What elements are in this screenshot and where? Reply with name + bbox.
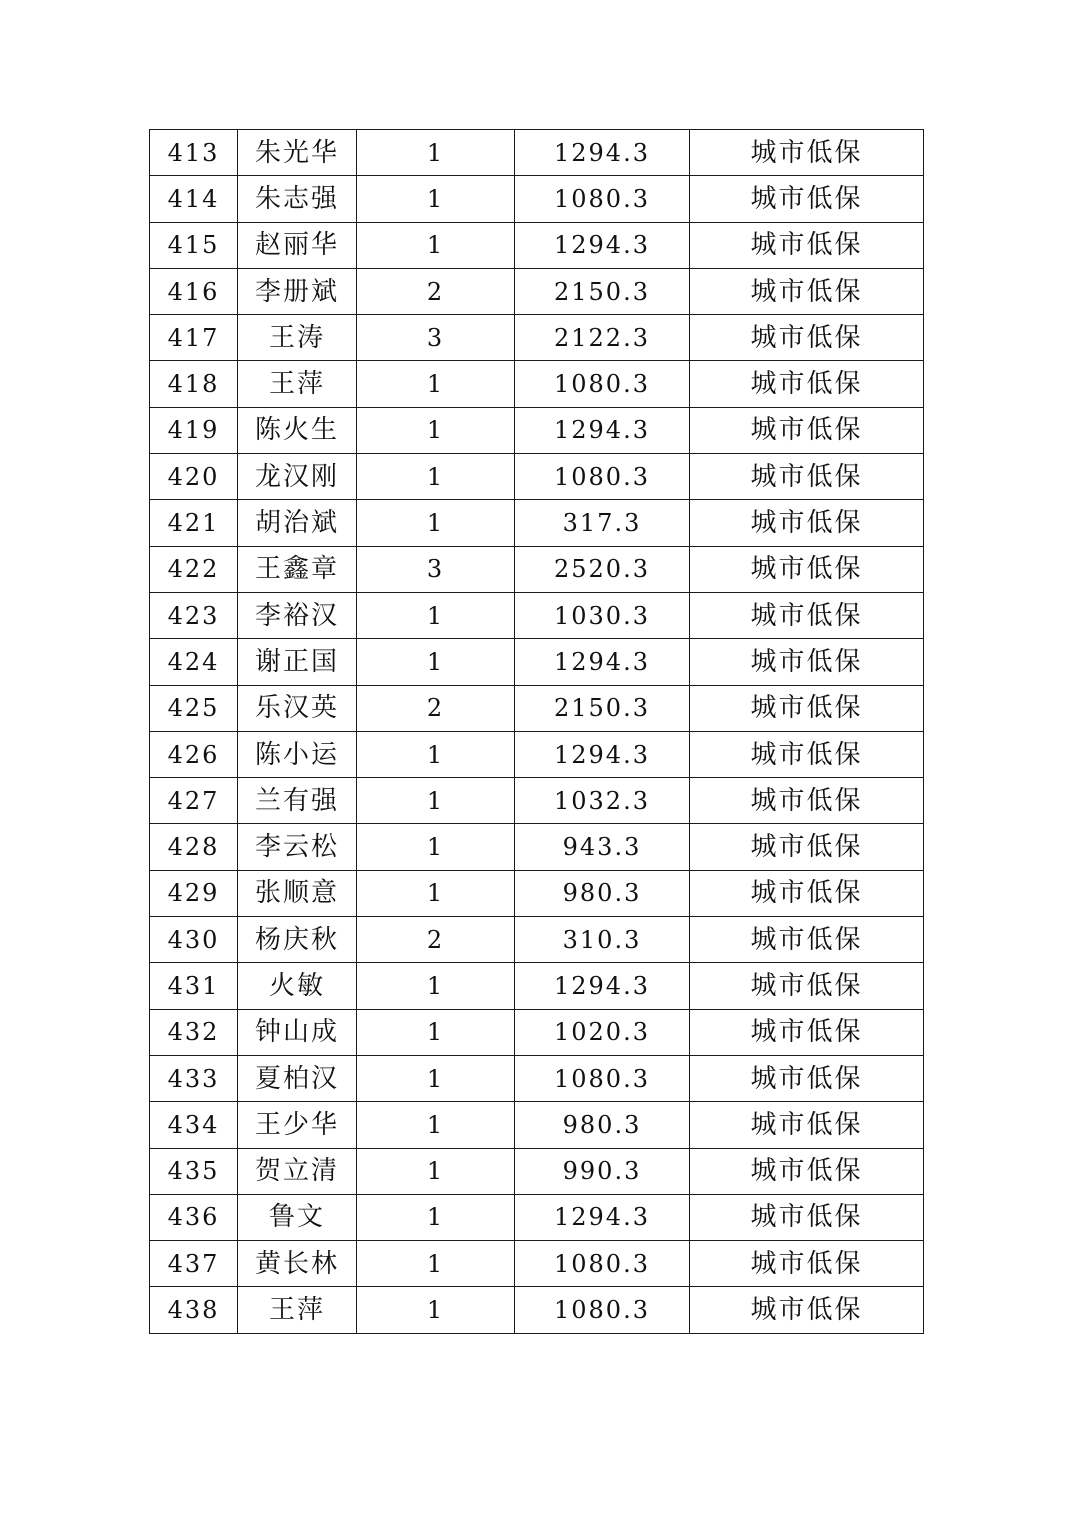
cell-amount: 2122.3 [515,315,690,361]
cell-name: 王萍 [238,361,357,407]
cell-serial-number: 416 [150,268,238,314]
cell-amount: 1294.3 [515,407,690,453]
cell-amount: 1294.3 [515,1194,690,1240]
cell-serial-number: 433 [150,1055,238,1101]
cell-name: 李册斌 [238,268,357,314]
cell-serial-number: 431 [150,963,238,1009]
cell-name: 王少华 [238,1102,357,1148]
table-row [150,1009,924,1055]
cell-amount: 2150.3 [515,685,690,731]
cell-serial-number: 423 [150,592,238,638]
cell-household-count: 2 [357,268,515,314]
cell-name: 钟山成 [238,1009,357,1055]
table-row [150,778,924,824]
cell-name: 胡治斌 [238,500,357,546]
cell-amount: 990.3 [515,1148,690,1194]
cell-household-count: 1 [357,1009,515,1055]
cell-assistance-type: 城市低保 [690,870,924,916]
cell-serial-number: 417 [150,315,238,361]
table-row [150,546,924,592]
table-row [150,917,924,963]
cell-name: 陈小运 [238,731,357,777]
cell-assistance-type: 城市低保 [690,176,924,222]
cell-assistance-type: 城市低保 [690,824,924,870]
table-row [150,1148,924,1194]
cell-amount: 1294.3 [515,731,690,777]
cell-serial-number: 428 [150,824,238,870]
cell-serial-number: 414 [150,176,238,222]
cell-household-count: 2 [357,917,515,963]
cell-assistance-type: 城市低保 [690,130,924,176]
cell-serial-number: 432 [150,1009,238,1055]
cell-name: 李裕汉 [238,592,357,638]
cell-amount: 1030.3 [515,592,690,638]
cell-name: 李云松 [238,824,357,870]
cell-household-count: 1 [357,963,515,1009]
table-row [150,824,924,870]
table-row [150,176,924,222]
cell-serial-number: 413 [150,130,238,176]
cell-household-count: 1 [357,361,515,407]
cell-name: 夏柏汉 [238,1055,357,1101]
cell-household-count: 1 [357,1194,515,1240]
cell-amount: 317.3 [515,500,690,546]
cell-amount: 1294.3 [515,222,690,268]
cell-amount: 1080.3 [515,176,690,222]
table-row [150,361,924,407]
cell-household-count: 1 [357,639,515,685]
cell-assistance-type: 城市低保 [690,546,924,592]
cell-name: 乐汉英 [238,685,357,731]
cell-assistance-type: 城市低保 [690,361,924,407]
cell-serial-number: 420 [150,454,238,500]
cell-serial-number: 419 [150,407,238,453]
cell-amount: 1294.3 [515,963,690,1009]
cell-household-count: 1 [357,130,515,176]
cell-name: 朱志强 [238,176,357,222]
table-row [150,963,924,1009]
cell-assistance-type: 城市低保 [690,454,924,500]
cell-name: 龙汉刚 [238,454,357,500]
cell-name: 王鑫章 [238,546,357,592]
cell-name: 朱光华 [238,130,357,176]
cell-serial-number: 437 [150,1241,238,1287]
cell-assistance-type: 城市低保 [690,639,924,685]
cell-assistance-type: 城市低保 [690,222,924,268]
cell-household-count: 1 [357,824,515,870]
table-row [150,685,924,731]
cell-household-count: 1 [357,1055,515,1101]
cell-amount: 310.3 [515,917,690,963]
cell-amount: 980.3 [515,1102,690,1148]
table-row [150,407,924,453]
cell-assistance-type: 城市低保 [690,917,924,963]
cell-serial-number: 424 [150,639,238,685]
cell-amount: 1294.3 [515,639,690,685]
table-row [150,1102,924,1148]
table-row [150,454,924,500]
recipient-table [149,129,924,1334]
cell-household-count: 3 [357,315,515,361]
cell-assistance-type: 城市低保 [690,685,924,731]
cell-household-count: 1 [357,1148,515,1194]
cell-assistance-type: 城市低保 [690,1287,924,1333]
cell-assistance-type: 城市低保 [690,315,924,361]
cell-name: 陈火生 [238,407,357,453]
cell-name: 鲁文 [238,1194,357,1240]
cell-amount: 1080.3 [515,1241,690,1287]
cell-serial-number: 436 [150,1194,238,1240]
cell-household-count: 1 [357,592,515,638]
cell-assistance-type: 城市低保 [690,1102,924,1148]
cell-amount: 1080.3 [515,361,690,407]
cell-name: 火敏 [238,963,357,1009]
cell-serial-number: 430 [150,917,238,963]
cell-amount: 943.3 [515,824,690,870]
cell-household-count: 3 [357,546,515,592]
cell-assistance-type: 城市低保 [690,1194,924,1240]
cell-name: 赵丽华 [238,222,357,268]
cell-serial-number: 427 [150,778,238,824]
cell-serial-number: 435 [150,1148,238,1194]
cell-assistance-type: 城市低保 [690,963,924,1009]
cell-name: 王涛 [238,315,357,361]
cell-serial-number: 422 [150,546,238,592]
cell-serial-number: 429 [150,870,238,916]
cell-serial-number: 425 [150,685,238,731]
table-row [150,592,924,638]
cell-assistance-type: 城市低保 [690,778,924,824]
cell-amount: 1080.3 [515,1055,690,1101]
table-row [150,500,924,546]
cell-household-count: 1 [357,1287,515,1333]
cell-serial-number: 438 [150,1287,238,1333]
table-row [150,268,924,314]
cell-assistance-type: 城市低保 [690,1241,924,1287]
cell-assistance-type: 城市低保 [690,407,924,453]
table-row [150,1055,924,1101]
table-row [150,870,924,916]
cell-household-count: 1 [357,870,515,916]
cell-household-count: 1 [357,500,515,546]
cell-household-count: 2 [357,685,515,731]
cell-name: 张顺意 [238,870,357,916]
cell-household-count: 1 [357,778,515,824]
table-row [150,222,924,268]
cell-serial-number: 415 [150,222,238,268]
cell-household-count: 1 [357,454,515,500]
cell-assistance-type: 城市低保 [690,500,924,546]
cell-household-count: 1 [357,1241,515,1287]
table-row [150,639,924,685]
cell-household-count: 1 [357,407,515,453]
cell-assistance-type: 城市低保 [690,1009,924,1055]
cell-amount: 1032.3 [515,778,690,824]
cell-amount: 1020.3 [515,1009,690,1055]
cell-amount: 2520.3 [515,546,690,592]
cell-serial-number: 421 [150,500,238,546]
cell-serial-number: 418 [150,361,238,407]
cell-amount: 980.3 [515,870,690,916]
cell-assistance-type: 城市低保 [690,592,924,638]
table-row [150,315,924,361]
cell-name: 兰有强 [238,778,357,824]
table-row [150,731,924,777]
cell-household-count: 1 [357,731,515,777]
table-row [150,130,924,176]
cell-name: 王萍 [238,1287,357,1333]
cell-assistance-type: 城市低保 [690,731,924,777]
cell-household-count: 1 [357,176,515,222]
cell-name: 杨庆秋 [238,917,357,963]
cell-household-count: 1 [357,222,515,268]
cell-serial-number: 426 [150,731,238,777]
cell-name: 贺立清 [238,1148,357,1194]
cell-amount: 2150.3 [515,268,690,314]
cell-amount: 1080.3 [515,1287,690,1333]
cell-household-count: 1 [357,1102,515,1148]
cell-amount: 1080.3 [515,454,690,500]
cell-name: 黄长林 [238,1241,357,1287]
table-row [150,1194,924,1240]
table-body [150,130,924,1334]
cell-assistance-type: 城市低保 [690,1148,924,1194]
cell-serial-number: 434 [150,1102,238,1148]
table-row [150,1287,924,1333]
cell-name: 谢正国 [238,639,357,685]
cell-amount: 1294.3 [515,130,690,176]
cell-assistance-type: 城市低保 [690,268,924,314]
table-row [150,1241,924,1287]
cell-assistance-type: 城市低保 [690,1055,924,1101]
